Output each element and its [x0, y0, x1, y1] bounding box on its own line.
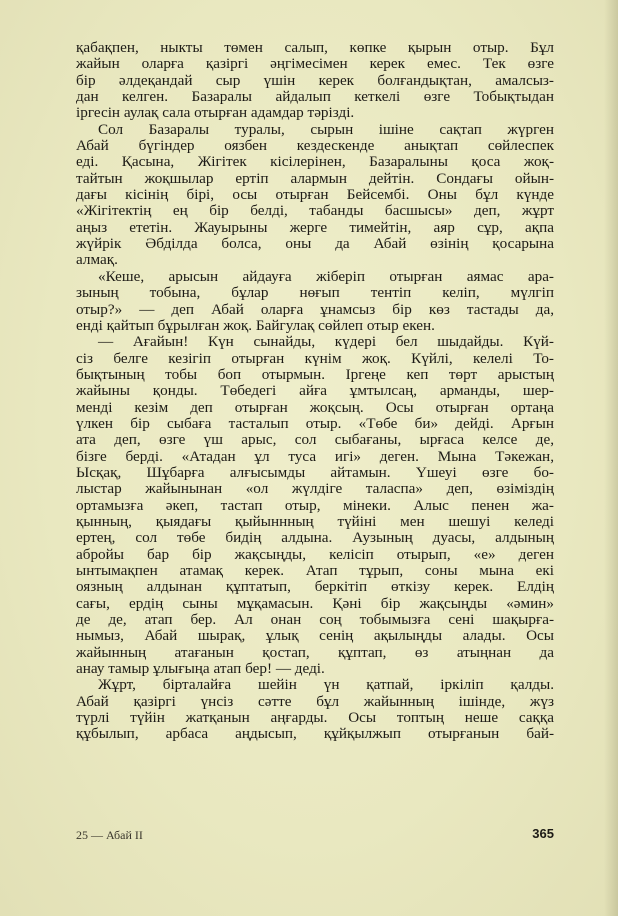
printer-signature: 25 — Абай II [76, 828, 143, 842]
text-line: аңыз ететін. Жауырыны жерге тимейтін, аяр сұр, ақпа [76, 218, 554, 236]
text-line: Абай қазіргі үнсіз сәтте бұл жайынның ішінде, жүз [76, 692, 554, 710]
text-line: сіз белге кезігіп отырған күнім жоқ. Күйлі, келелі То- [76, 349, 554, 367]
text-line: үлкен бір сыбаға тасталып отыр. «Төбе би» дейді. Арғын [76, 414, 554, 432]
text-line: енді қайтып бұрылған жоқ. Байгулақ сөйлеп отыр екен. [76, 316, 435, 334]
text-line: ынтымақпен атамақ керек. Атап тұрып, соны мына екі [76, 562, 554, 579]
text-line: жайынның атағанын қостап, құптап, өз атыңнан да [76, 643, 554, 661]
text-line: бықтының тобы боп отырмын. Іргеңе кеп төрт арыстың [76, 365, 554, 383]
text-line: де де, атап бер. Ал онан соң тобымызға сені шақырға- [76, 611, 554, 629]
text-line: құбылып, арбаса аңдысып, құйқылжып отырғанын бай- [76, 725, 554, 743]
text-line: ортамызға әкеп, тастап отыр, мінеки. Алыс пенен жа- [76, 496, 554, 514]
text-line: — Ағайын! Күн сынайды, күдері бел шыдайды. Күй- [98, 333, 554, 351]
paragraph [76, 677, 554, 742]
text-line: дағы кісінің бірі, осы отырған Бейсембі. Оны бұл күнде [76, 186, 554, 204]
paragraph [76, 40, 554, 122]
page-number: 365 [532, 826, 554, 841]
text-line: Ысқақ, Шұбарға алғысымды айтамын. Үшеуі өзге бо- [76, 463, 554, 481]
text-line: жайыны қонды. Төбедегі айға ұмтылсаң, арманды, шер- [76, 382, 554, 400]
page-footer [76, 828, 554, 844]
text-line: сағы, ердің сыны мұқамасын. Қәні бір жақсыңды «әмин» [76, 594, 554, 612]
text-line: қабақпен, ныкты төмен салып, көпке қырын отыр. Бұл [76, 39, 554, 56]
text-line: қынның, қыядағы қыйыннның түйіні мен шешуі келеді [76, 512, 554, 530]
paragraph [76, 334, 554, 677]
text-line: менді кезім деп отырған жоқсың. Осы отырған ортаңа [76, 398, 554, 416]
text-line: тайтын жоқшылар ертіп алармын дейтін. Сондағы ойын- [76, 169, 554, 187]
text-line: жайын оларға қазіргі әңгімесімен керек емес. Тек өзге [76, 55, 554, 73]
text-line: Сол Базаралы туралы, сырын ішіне сақтап жүрген [98, 120, 554, 138]
text-line: түрлі түйін жатқанын аңғарды. Осы топтың неше саққа [76, 709, 554, 727]
text-line: ата деп, өзге үш арыс, сол сыбағаны, ырғаса келсе де, [76, 431, 554, 449]
text-line: ертең, сол төбе бидің алдына. Аузының дуасы, алдының [76, 529, 554, 547]
text-line: «Кеше, арысын айдауға жіберіп отырған аямас ара- [98, 267, 554, 285]
body-text [76, 40, 554, 743]
text-line: нымыз, Абай шырақ, ұлық сенің ақылыңды алады. Осы [76, 627, 554, 645]
text-line: оязның алдынан құптатып, беркітіп өткізу керек. Елдің [76, 578, 554, 596]
text-line: дан келген. Базаралы айдалып кеткелі өзге Тобықтыдан [76, 88, 554, 106]
text-line: алмақ. [76, 251, 118, 269]
text-line: еді. Қасына, Жігітек кісілерінен, Базаралыны қоса жоқ- [76, 153, 554, 171]
text-line: іргесін аулақ сала отырған адамдар тәрізді. [76, 104, 355, 122]
text-line: «Жігітектің ең бір белді, табанды басшысы» деп, жұрт [76, 202, 554, 220]
text-line: бізге берді. «Атадан ұл туса игі» деген. Мына Тәкежан, [76, 447, 554, 465]
paragraph [76, 269, 554, 334]
text-line: лыстар жайынынан «ол жүлдіге таласпа» деп, өзіміздің [76, 480, 554, 498]
text-line: зының тобына, бұлар нөғып тентіп келіп, мүлгіп [76, 284, 554, 302]
text-line: бір әлдеқандай сыр үшін керек болғандықтан, амалсыз- [76, 71, 554, 89]
paragraph [76, 122, 554, 269]
binding-shadow [604, 0, 618, 916]
text-line: абройы бар бір жақсыңды, келісіп отырып, «е» деген [76, 545, 554, 563]
text-line: жүйрік Әбділда болса, оны да Абай өзінің қосарына [76, 235, 554, 253]
text-line: Абай бүгіндер оязбен кездескенде анықтап сөйлеспек [76, 137, 554, 155]
text-line: Жұрт, бірталайға шейін үн қатпай, іркіліп қалды. [98, 676, 554, 694]
text-line: анау тамыр ұлығыңа атап бер! — деді. [76, 660, 325, 678]
text-line: отыр?» — деп Абай оларға ұнамсыз бір көз тастады да, [76, 300, 554, 318]
